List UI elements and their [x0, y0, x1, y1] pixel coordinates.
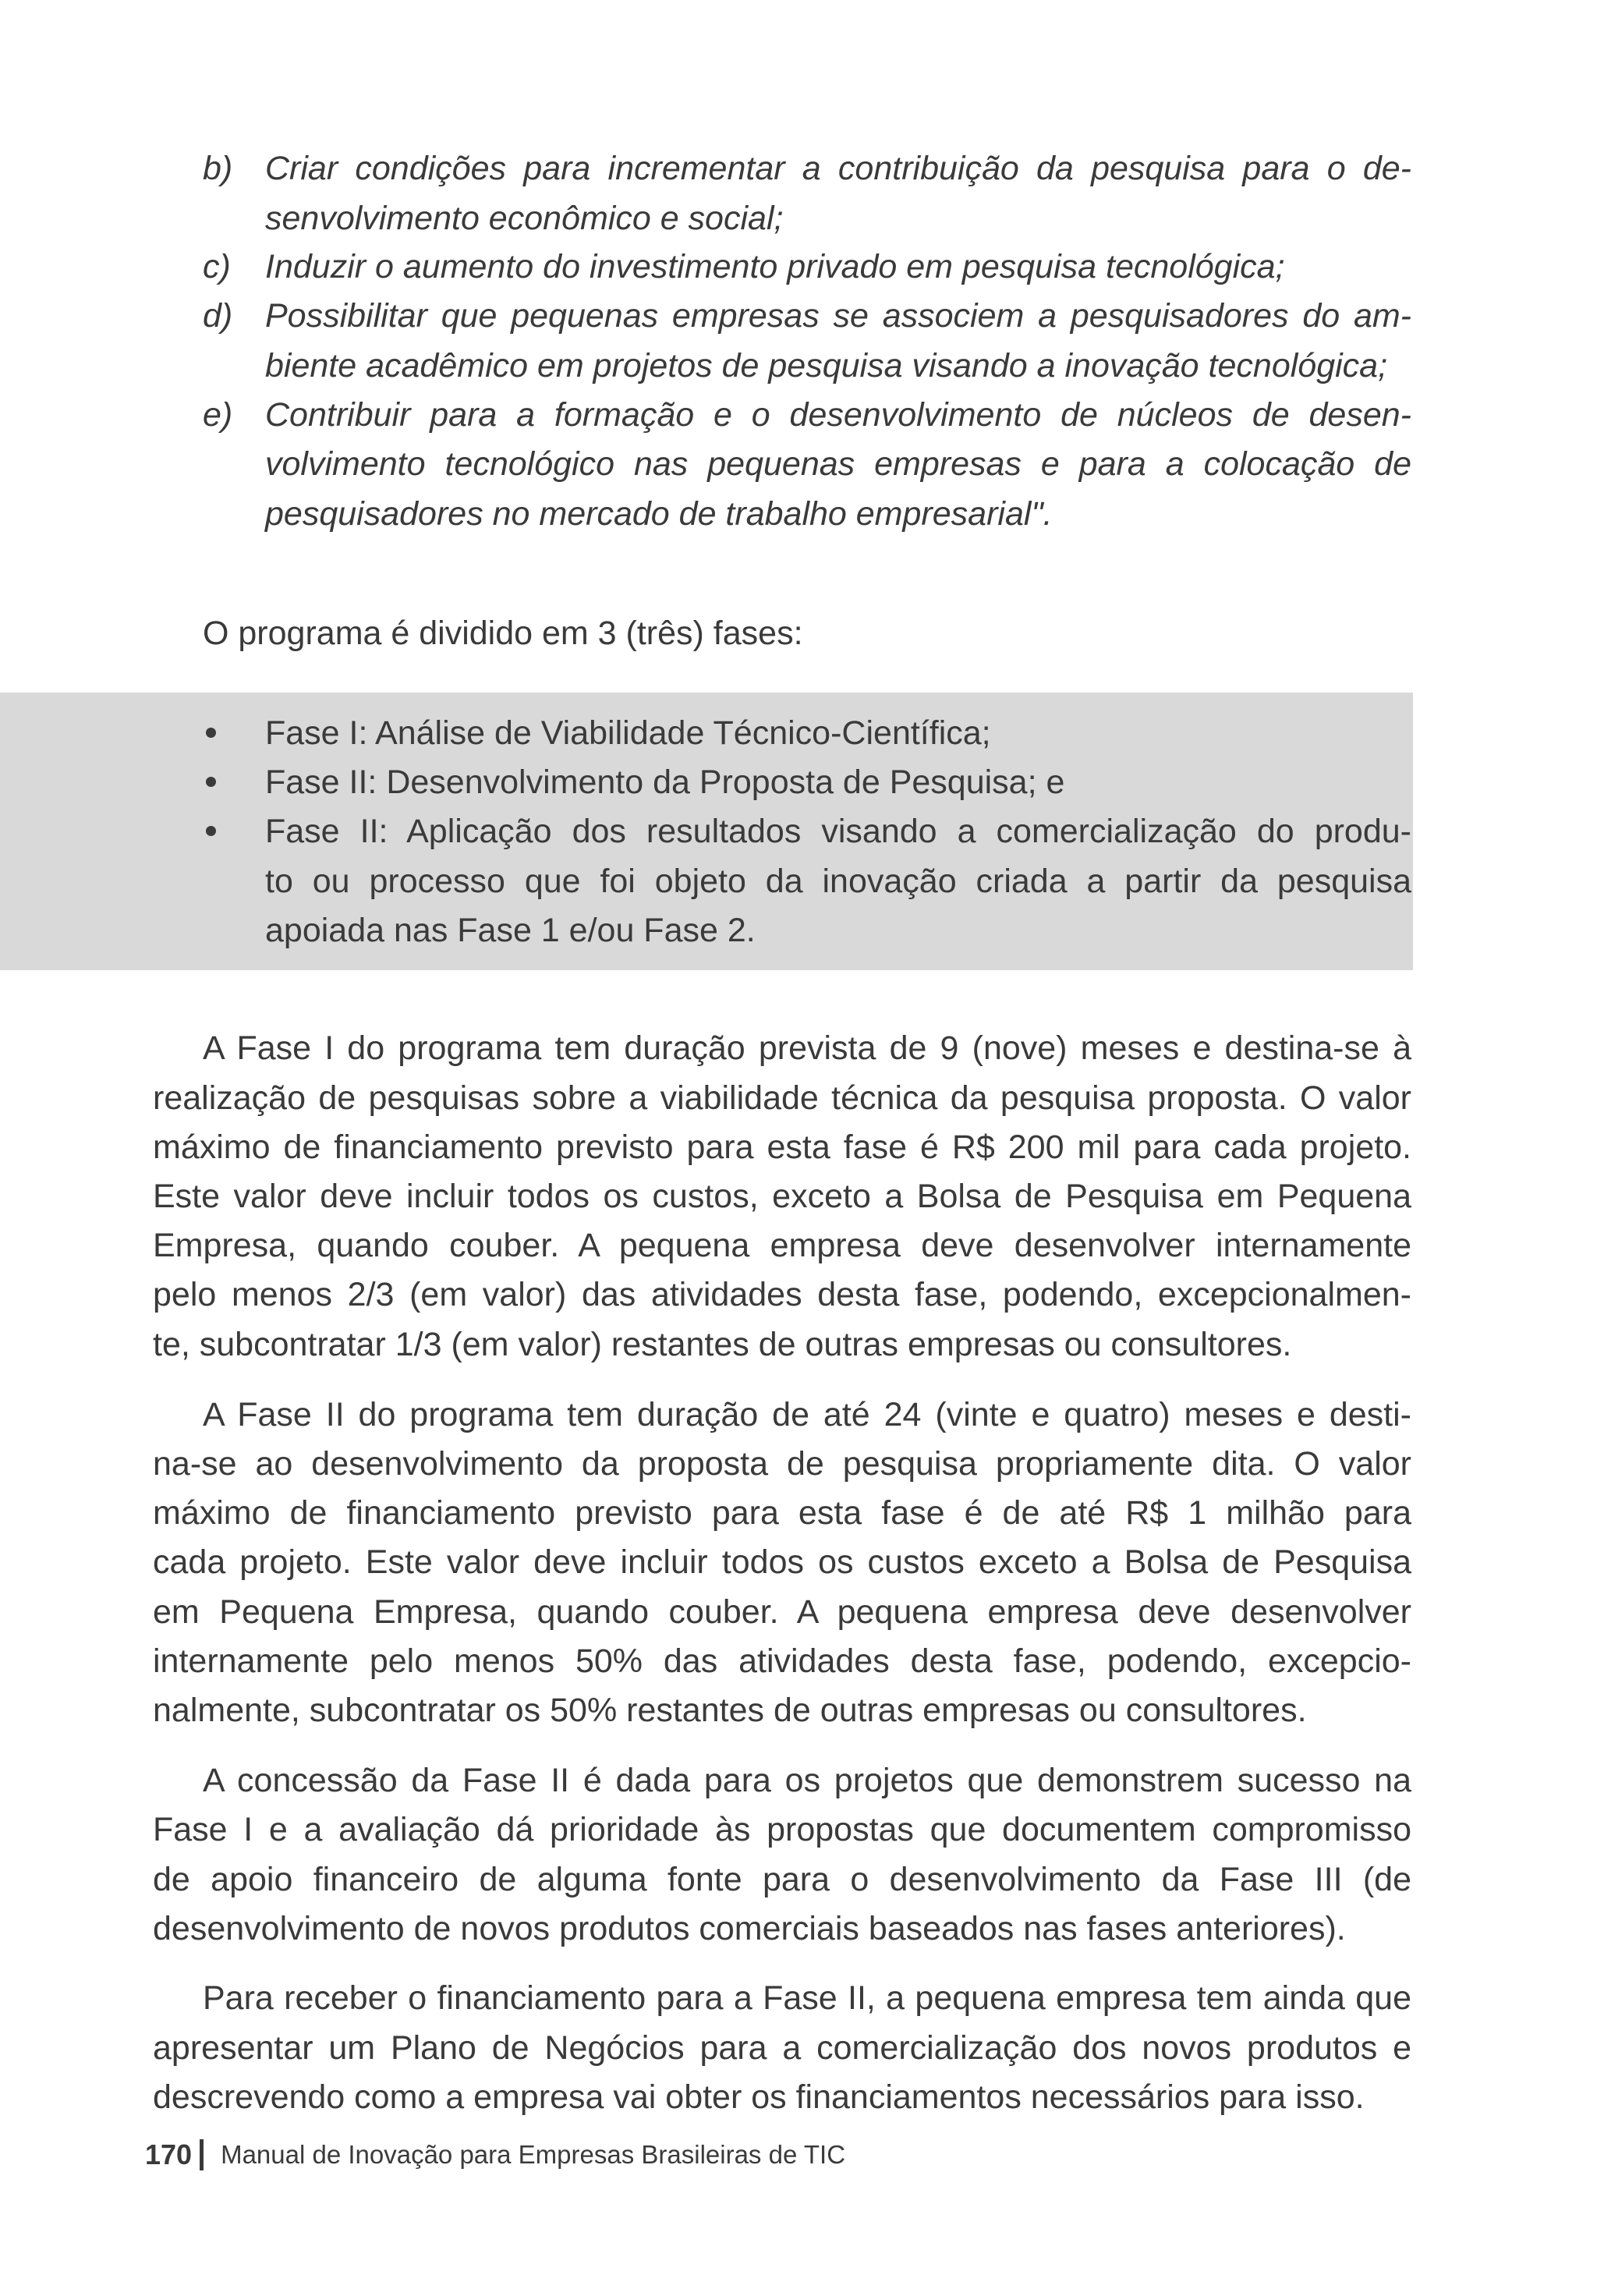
paragraph-line: te, subcontratar 1/3 (em valor) restantes de outras empresas ou consultores. [153, 1326, 1292, 1363]
paragraph-line: em Pequena Empresa, quando couber. A pequena empresa deve desenvolver [153, 1593, 1411, 1631]
paragraph-line: nalmente, subcontratar os 50% restantes de outras empresas ou consultores. [153, 1692, 1307, 1729]
list-item-text: biente acadêmico em projetos de pesquisa visando a inovação tecnológica; [265, 347, 1388, 384]
bullet-icon [206, 728, 216, 738]
paragraph-line: Fase I e a avaliação dá prioridade às propostas que documentem compromisso [153, 1811, 1411, 1848]
paragraph-line: Empresa, quando couber. A pequena empresa deve desenvolver internamente [153, 1227, 1411, 1264]
list-item-text: Fase II: Desenvolvimento da Proposta de Pesquisa; e [265, 764, 1065, 801]
paragraph-line: na-se ao desenvolvimento da proposta de pesquisa propriamente dita. O valor [153, 1445, 1411, 1483]
page-footer [145, 2134, 845, 2176]
list-item-text: Contribuir para a formação e o desenvolvimento de núcleos de desen- [265, 396, 1411, 434]
list-marker: e) [203, 396, 233, 434]
bullet-icon [206, 777, 216, 787]
list-item-text: pesquisadores no mercado de trabalho empresarial". [265, 495, 1053, 533]
paragraph-line: máximo de financiamento previsto para esta fase é de até R$ 1 milhão para [153, 1494, 1411, 1532]
paragraph-line: internamente pelo menos 50% das atividades desta fase, podendo, excepcio- [153, 1642, 1411, 1680]
list-marker: d) [203, 297, 233, 335]
paragraph-line: apresentar um Plano de Negócios para a comercialização dos novos produtos e [153, 2029, 1411, 2067]
list-marker: b) [203, 150, 233, 187]
bullet-icon [206, 826, 216, 836]
list-item-text: apoiada nas Fase 1 e/ou Fase 2. [265, 912, 756, 949]
book-title: Manual de Inovação para Empresas Brasileiras de TIC [221, 2140, 846, 2169]
list-marker: c) [203, 248, 231, 285]
list-item-text: Criar condições para incrementar a contribuição da pesquisa para o de- [265, 150, 1411, 187]
paragraph-line: de apoio financeiro de alguma fonte para o desenvolvimento da Fase III (de [153, 1861, 1411, 1898]
paragraph-line: desenvolvimento de novos produtos comerciais baseados nas fases anteriores). [153, 1910, 1346, 1947]
list-item-text: Possibilitar que pequenas empresas se associem a pesquisadores do am- [265, 297, 1411, 335]
paragraph-line: A Fase I do programa tem duração prevista de 9 (nove) meses e destina-se à [203, 1029, 1411, 1067]
list-item-text: volvimento tecnológico nas pequenas empresas e para a colocação de [265, 445, 1411, 483]
paragraph-line: Este valor deve incluir todos os custos, exceto a Bolsa de Pesquisa em Pequena [153, 1178, 1411, 1215]
list-item-text: Induzir o aumento do investimento privado em pesquisa tecnológica; [265, 248, 1285, 285]
paragraph-line: máximo de financiamento previsto para esta fase é R$ 200 mil para cada projeto. [153, 1129, 1411, 1166]
paragraph-line: cada projeto. Este valor deve incluir todos os custos exceto a Bolsa de Pesquisa [153, 1543, 1411, 1581]
paragraph-line: Para receber o financiamento para a Fase II, a pequena empresa tem ainda que [203, 1979, 1411, 2017]
phases-intro: O programa é dividido em 3 (três) fases: [203, 615, 803, 652]
list-item-text: to ou processo que foi objeto da inovação criada a partir da pesquisa [265, 863, 1411, 900]
list-item-text: Fase II: Aplicação dos resultados visando a comercialização do produ- [265, 813, 1411, 850]
paragraph-line: descrevendo como a empresa vai obter os financiamentos necessários para isso. [153, 2078, 1365, 2116]
page-number: 170 [145, 2138, 193, 2170]
paragraph-line: realização de pesquisas sobre a viabilidade técnica da pesquisa proposta. O valor [153, 1079, 1411, 1117]
paragraph-line: A concessão da Fase II é dada para os projetos que demonstrem sucesso na [203, 1762, 1411, 1799]
list-item-text: senvolvimento econômico e social; [265, 200, 784, 237]
paragraph-line: A Fase II do programa tem duração de até 24 (vinte e quatro) meses e desti- [203, 1396, 1411, 1433]
list-item-text: Fase I: Análise de Viabilidade Técnico-Científica; [265, 714, 991, 752]
paragraph-line: pelo menos 2/3 (em valor) das atividades desta fase, podendo, excepcionalmen- [153, 1276, 1411, 1313]
footer-divider [200, 2139, 204, 2170]
